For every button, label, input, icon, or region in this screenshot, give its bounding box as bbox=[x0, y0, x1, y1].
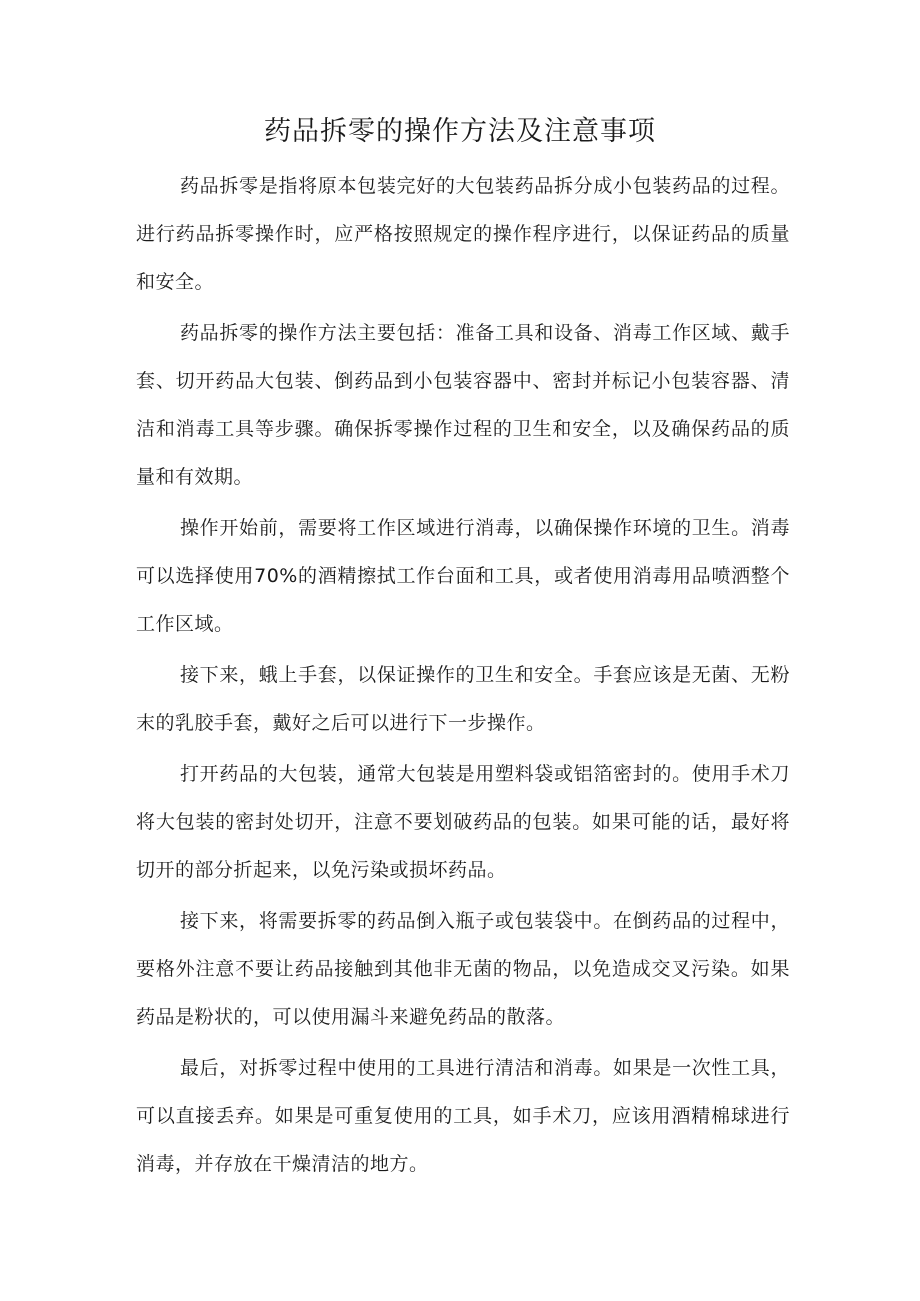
paragraph-methods: 药品拆零的操作方法主要包括：准备工具和设备、消毒工作区域、戴手套、切开药品大包装、倒药品到小包装容器中、密封并标记小包装容器、清洁和消毒工具等步骤。确保拆零操作过程的卫生和安全，以及确保药品的质量和有效期。 bbox=[136, 322, 790, 488]
paragraph-disinfect: 操作开始前，需要将工作区域进行消毒，以确保操作环境的卫生。消毒可以选择使用70%的酒精擦拭工作台面和工具，或者使用消毒用品喷洒整个工作区域。 bbox=[136, 517, 790, 635]
paragraph-open-package: 打开药品的大包装，通常大包装是用塑料袋或铝箔密封的。使用手术刀将大包装的密封处切开，注意不要划破药品的包装。如果可能的话，最好将切开的部分折起来，以免污染或损坏药品。 bbox=[136, 763, 790, 881]
paragraph-pour: 接下来，将需要拆零的药品倒入瓶子或包装袋中。在倒药品的过程中，要格外注意不要让药品接触到其他非无菌的物品，以免造成交叉污染。如果药品是粉状的，可以使用漏斗来避免药品的散落。 bbox=[136, 910, 790, 1028]
paragraph-clean-tools: 最后，对拆零过程中使用的工具进行清洁和消毒。如果是一次性工具，可以直接丢弃。如果是可重复使用的工具，如手术刀，应该用酒精棉球进行消毒，并存放在干燥清洁的地方。 bbox=[136, 1057, 790, 1175]
paragraph-intro: 药品拆零是指将原本包装完好的大包装药品拆分成小包装药品的过程。进行药品拆零操作时，应严格按照规定的操作程序进行，以保证药品的质量和安全。 bbox=[136, 175, 790, 293]
document-title: 药品拆零的操作方法及注意事项 bbox=[264, 116, 656, 147]
document-body bbox=[136, 162, 790, 1191]
paragraph-gloves: 接下来，蛾上手套，以保证操作的卫生和安全。手套应该是无菌、无粉末的乳胶手套，戴好之后可以进行下一步操作。 bbox=[136, 664, 790, 734]
